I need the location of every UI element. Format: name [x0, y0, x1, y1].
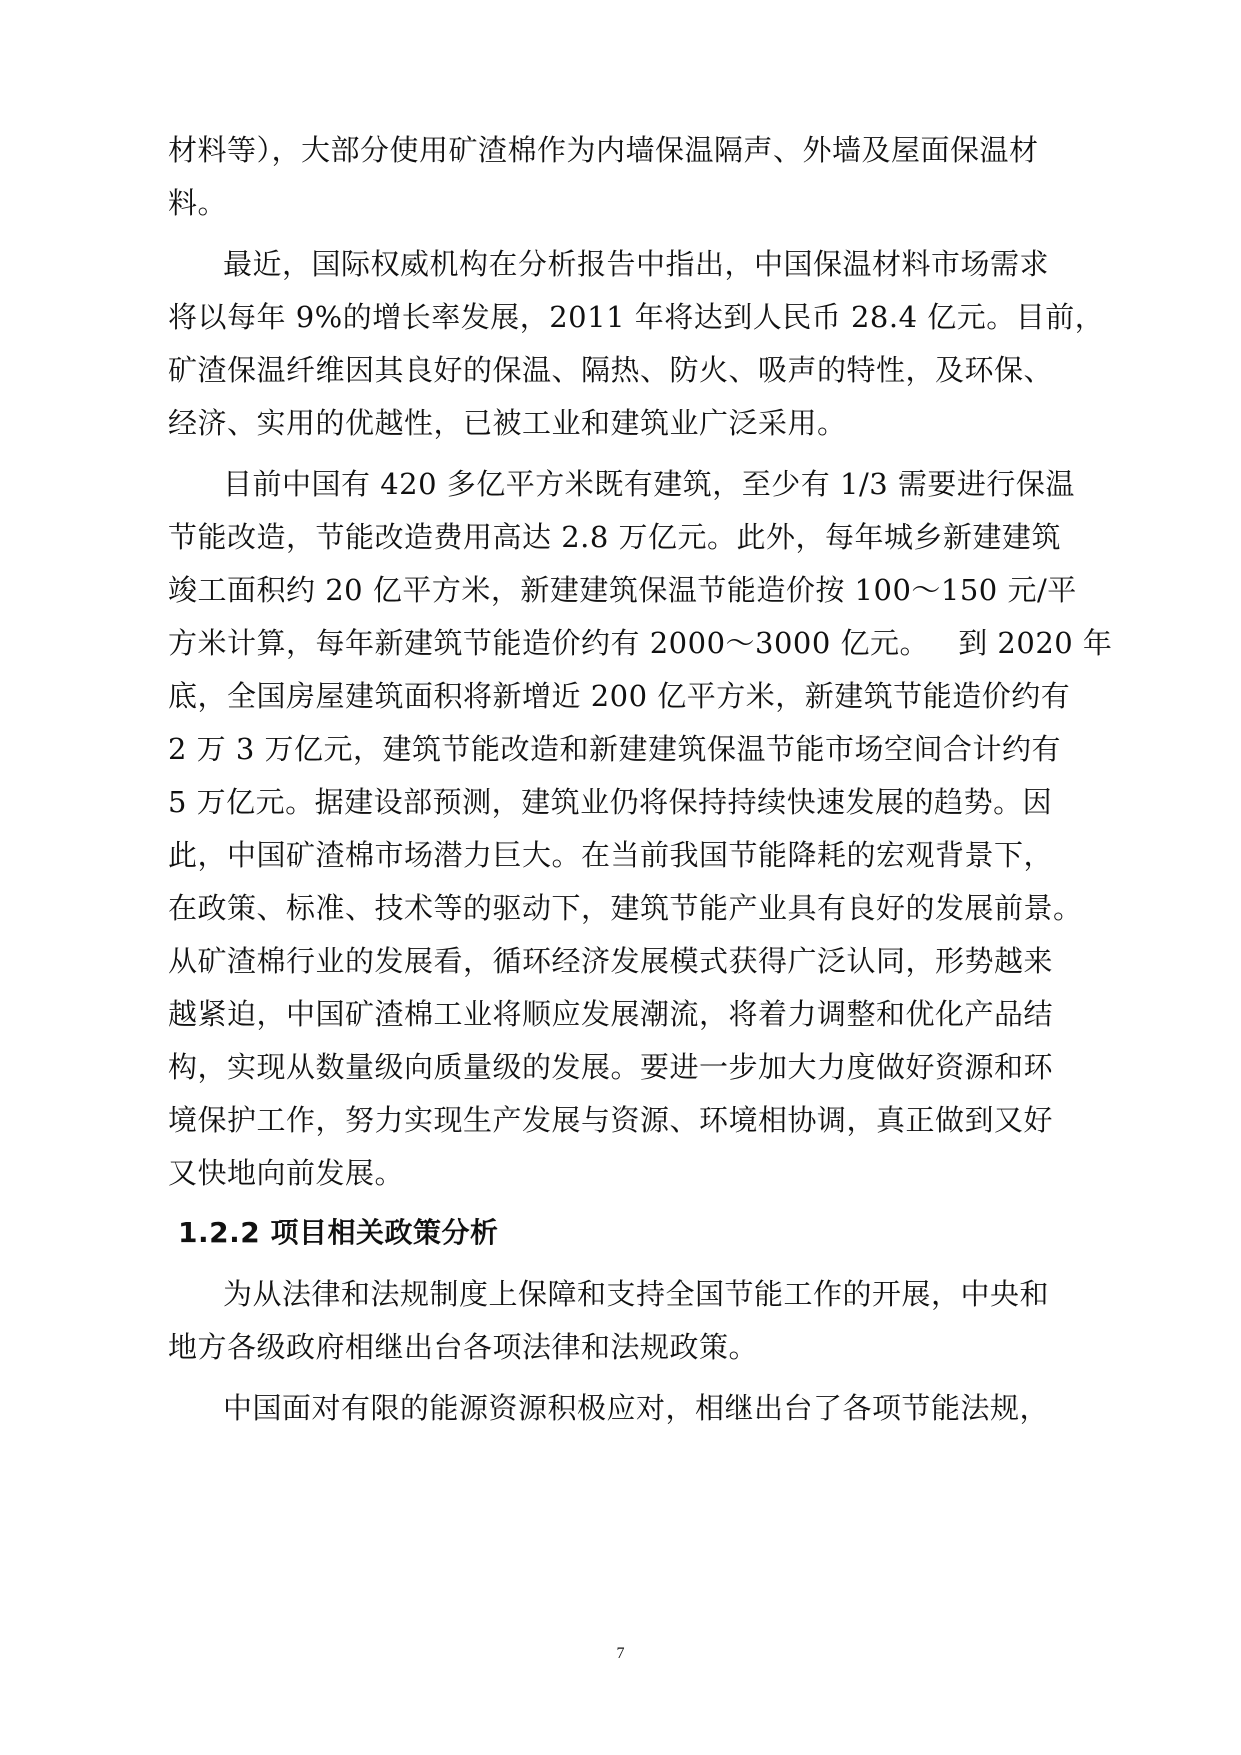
- page-number: 7: [616, 1645, 625, 1662]
- document-page: 材料等），大部分使用矿渣棉作为内墙保温隔声、外墙及屋面保温材 料。 最近，国际权威机构在分析报告中指出，中国保温材料市场需求 将以每年 9%的增长率发展，2011 年将达到人民币 28.4 亿元。目前， 矿渣保温纤维因其良好的保温、隔热、防火、吸声的特性，及环保、 经济、实用的优越性，已被工业和建筑业广泛采用。 目前中国有 420 多亿平方米既有建筑，至少有 1/3 需要进行保温 节能改造，节能改造费用高达 2.8 万亿元。此外，每年城乡新建建筑 竣工面积约 20 亿平方米，新建建筑保温节能造价按 100～150 元/平 方米计算，每年新建筑节能造价约有 2000～3000 亿元。 到 2020 年 底，全国房屋建筑面积将新增近 200 亿平方米，新建筑节能造价约有 2 万 3 万亿元，建筑节能改造和新建建筑保温节能市场空间合计约有 5 万亿元。据建设部预测，建筑业仍将保持持续快速发展的趋势。因 此，中国矿渣棉市场潜力巨大。在当前我国节能降耗的宏观背景下， 在政策、标准、技术等的驱动下，建筑节能产业具有良好的发展前景。 从矿渣棉行业的发展看，循环经济发展模式获得广泛认同，形势越来 越紧迫，中国矿渣棉工业将顺应发展潮流，将着力调整和优化产品结 构，实现从数量级向质量级的发展。要进一步加大力度做好资源和环 境保护工作，努力实现生产发展与资源、环境相协调，真正做到又好 又快地向前发展。 1.2.2 项目相关政策分析 为从法律和法规制度上保障和支持全国节能工作的开展，中央和 地方各级政府相继出台各项法律和法规政策。 中国面对有限的能源资源积极应对，相继出台了各项节能法规， 7: [0, 0, 1241, 1755]
